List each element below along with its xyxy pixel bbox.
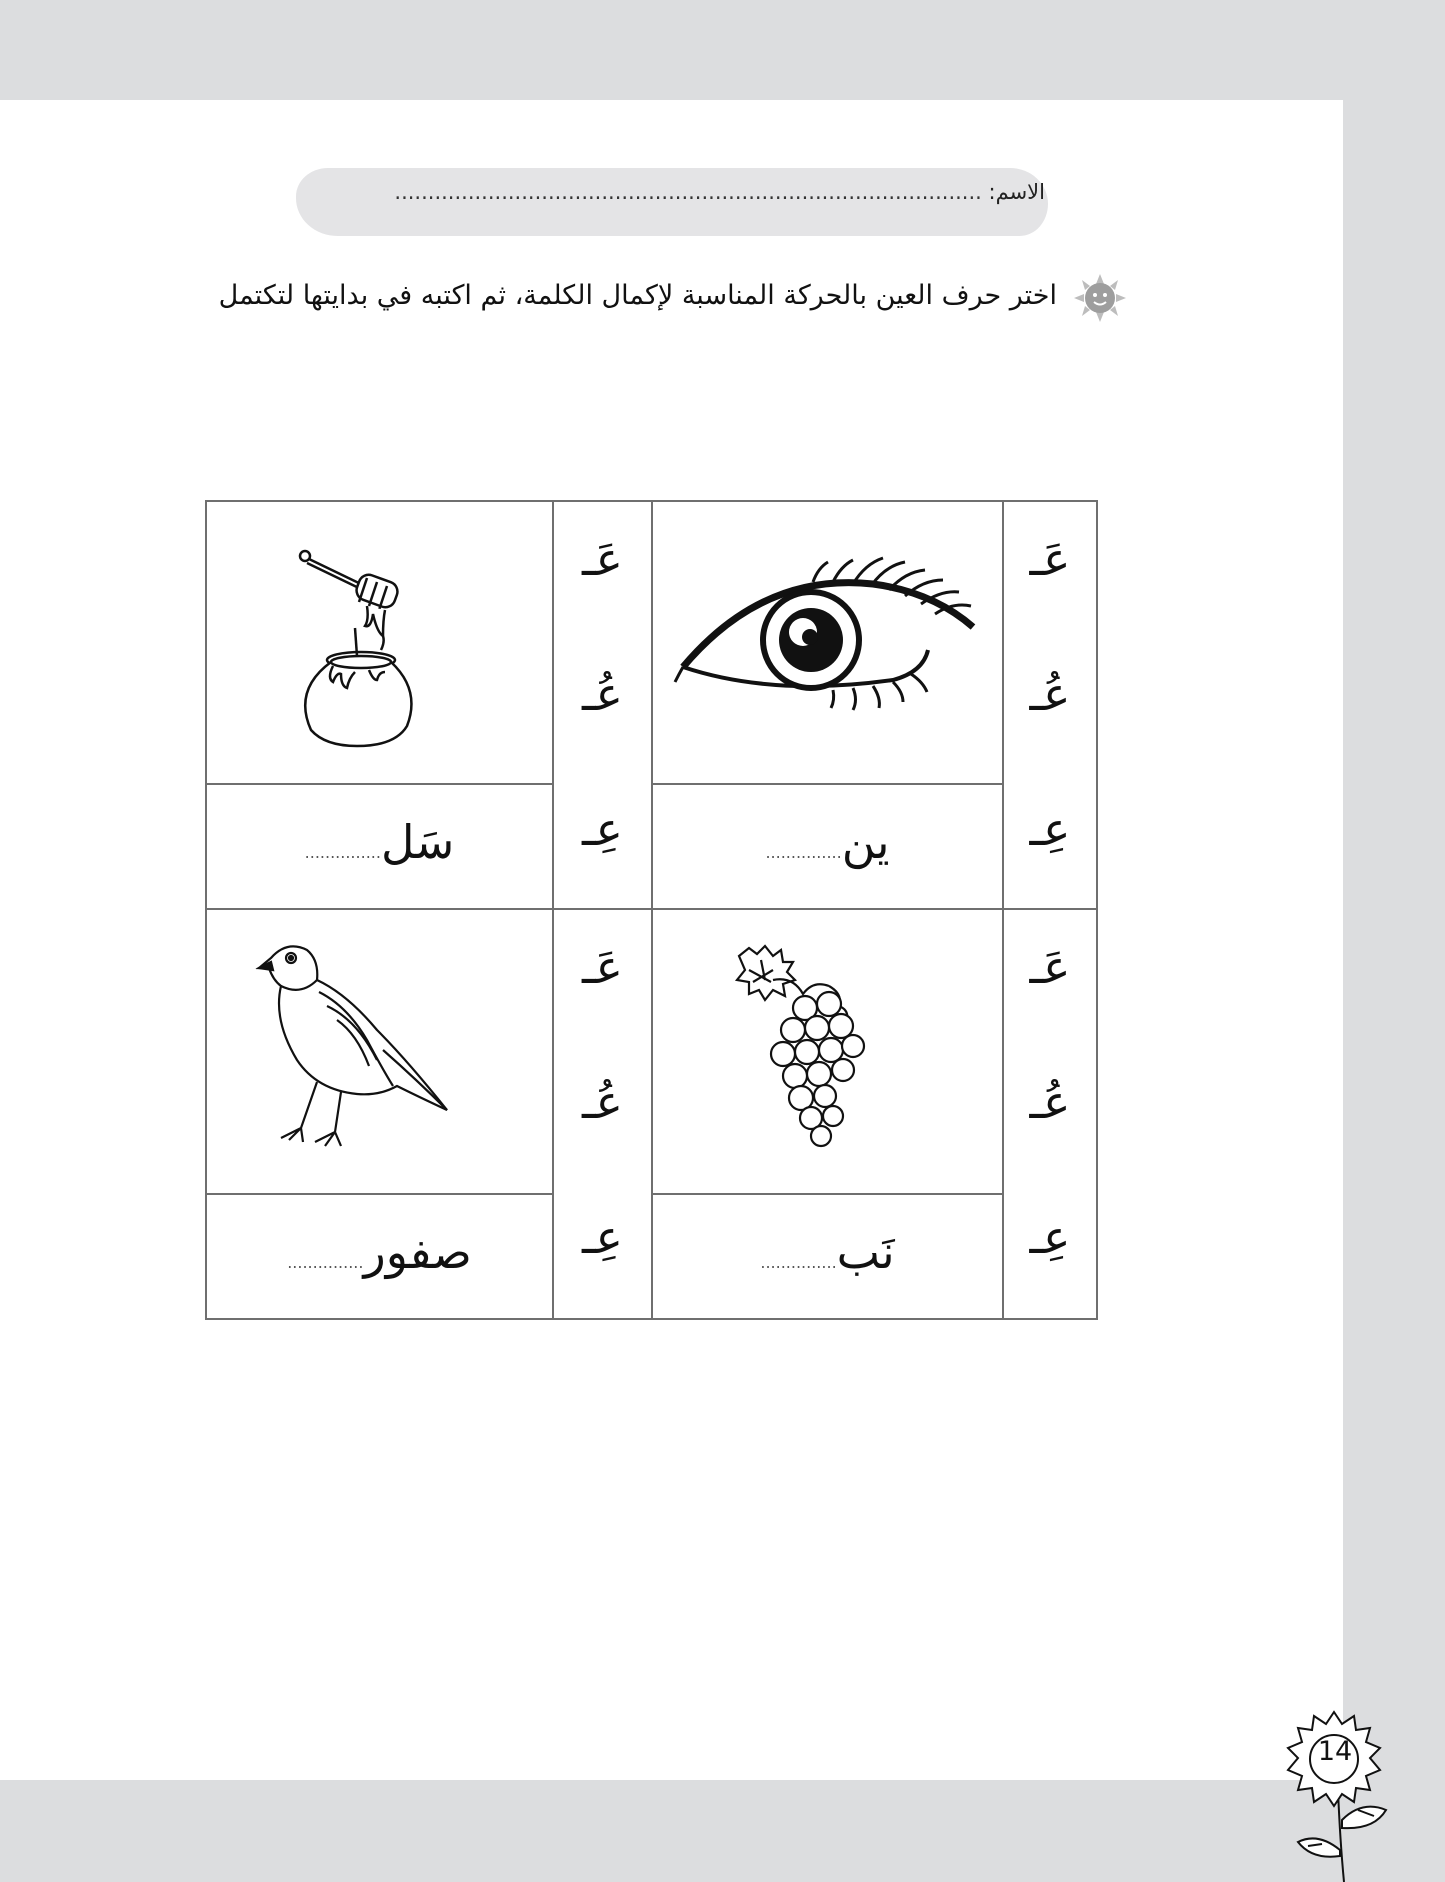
- name-label: الاسم:: [988, 180, 1045, 204]
- option-damma[interactable]: عُـ: [1029, 667, 1071, 721]
- word-grapes[interactable]: [653, 1225, 1002, 1279]
- name-field[interactable]: [394, 180, 1045, 204]
- option-damma[interactable]: عُـ: [1029, 1075, 1071, 1129]
- option-damma[interactable]: عُـ: [582, 1075, 623, 1129]
- word-eye[interactable]: [653, 815, 1002, 869]
- options-cell: [552, 908, 653, 1320]
- word-cell: [651, 1193, 1004, 1320]
- option-kasra[interactable]: عِـ: [582, 1210, 623, 1264]
- picture-cell: [651, 908, 1004, 1195]
- option-fatha[interactable]: عَـ: [582, 940, 623, 994]
- grapes-icon: [653, 910, 1002, 1193]
- name-dots: ........................................................................................: [394, 180, 982, 204]
- word-cell: [205, 1193, 554, 1320]
- option-kasra[interactable]: عِـ: [1029, 1210, 1071, 1264]
- options-cell: [1002, 500, 1098, 910]
- eye-icon: [653, 502, 1002, 783]
- blank-dots: ...............: [287, 1253, 364, 1272]
- exercise-grid: [205, 500, 1098, 1320]
- option-kasra[interactable]: عِـ: [582, 802, 623, 856]
- instruction-text: اختر حرف العين بالحركة المناسبة لإكمال الكلمة، ثم اكتبه في بدايتها لتكتمل: [218, 280, 1057, 311]
- option-fatha[interactable]: عَـ: [1029, 940, 1071, 994]
- word-cell: [651, 783, 1004, 910]
- options-cell: [552, 500, 653, 910]
- picture-cell: [205, 500, 554, 785]
- flower-icon: [1282, 1700, 1402, 1882]
- word-cell: [205, 783, 554, 910]
- picture-cell: [205, 908, 554, 1195]
- option-kasra[interactable]: عِـ: [1029, 802, 1071, 856]
- option-damma[interactable]: عُـ: [582, 667, 623, 721]
- blank-dots: ...............: [760, 1253, 837, 1272]
- blank-dots: ...............: [304, 843, 381, 862]
- honey-pot-icon: [207, 502, 552, 783]
- word-bird[interactable]: [207, 1225, 552, 1279]
- option-fatha[interactable]: عَـ: [582, 532, 623, 586]
- word-suffix: صفور: [363, 1225, 472, 1279]
- option-fatha[interactable]: عَـ: [1029, 532, 1071, 586]
- options-cell: [1002, 908, 1098, 1320]
- word-suffix: نَب: [836, 1225, 895, 1279]
- blank-dots: ...............: [765, 843, 842, 862]
- bird-icon: [207, 910, 552, 1193]
- word-suffix: ين: [841, 815, 890, 869]
- word-suffix: سَل: [380, 815, 455, 869]
- page-number: 14: [1317, 1736, 1353, 1767]
- picture-cell: [651, 500, 1004, 785]
- word-honey[interactable]: [207, 815, 552, 869]
- sun-icon: [1070, 272, 1130, 324]
